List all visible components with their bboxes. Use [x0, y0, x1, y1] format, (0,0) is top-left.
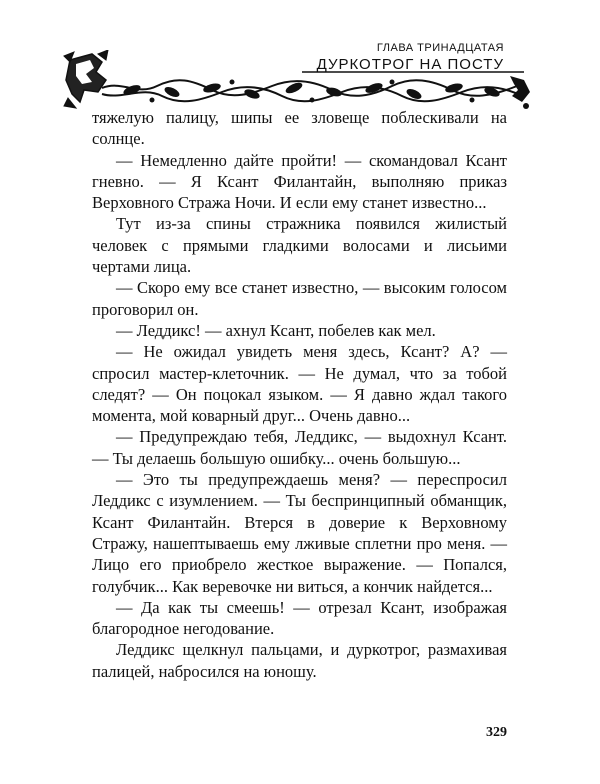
paragraph: — Леддикс! — ахнул Ксант, побелев как мел.	[116, 320, 436, 340]
paragraph: — Да как ты смеешь! — отрезал Ксант, изображая благородное негодование.	[92, 597, 507, 639]
paragraph: — Предупреждаю тебя, Леддикс, — выдохнул Ксант. — Ты делаешь большую ошибку... очень большую...	[92, 427, 507, 468]
paragraph: Тут из-за спины стражника появился жилистый человек с прямыми гладкими волосами и лисьими чертами лица.	[92, 214, 507, 277]
paragraph: — Скоро ему все станет известно, — высоким голосом проговорил он.	[92, 278, 507, 319]
chapter-title: ДУРКОТРОГ НА ПОСТУ	[316, 56, 504, 73]
page-number: 329	[486, 725, 507, 740]
paragraph: Леддикс щелкнул пальцами, и дуркотрог, размахивая палицей, набросился на юношу.	[92, 640, 507, 681]
paragraph: — Это ты предупреждаешь меня? — переспросил Леддикс с изумлением. — Ты беспринципный обманщик, Ксант Филантайн. Втерся в доверие к Верховному Стражу, нашептываешь ему лживые сплетни про меня. — Лицо его приобрело жесткое выражение. — Попался, голубчик... Как веревочке ни виться, а кончик найдется...	[92, 470, 507, 596]
body-text	[92, 107, 507, 682]
crest-ornament	[64, 50, 108, 108]
paragraph: тяжелую палицу, шипы ее зловеще поблескивали на солнце.	[92, 108, 507, 149]
ornamental-border	[62, 50, 532, 112]
paragraph: — Не ожидал увидеть меня здесь, Ксант? А? — спросил мастер-клеточник. — Не думал, что за тобой следят? — Он поцокал языком. — Я давно ждал такого момента, мой коварный друг... Очень давно...	[92, 342, 507, 426]
chapter-label: ГЛАВА ТРИНАДЦАТАЯ	[376, 42, 504, 54]
paragraph: — Немедленно дайте пройти! — скомандовал Ксант гневно. — Я Ксант Филантайн, выполняю приказ Верховного Стража Ночи. И если ему станет известно...	[92, 150, 507, 213]
